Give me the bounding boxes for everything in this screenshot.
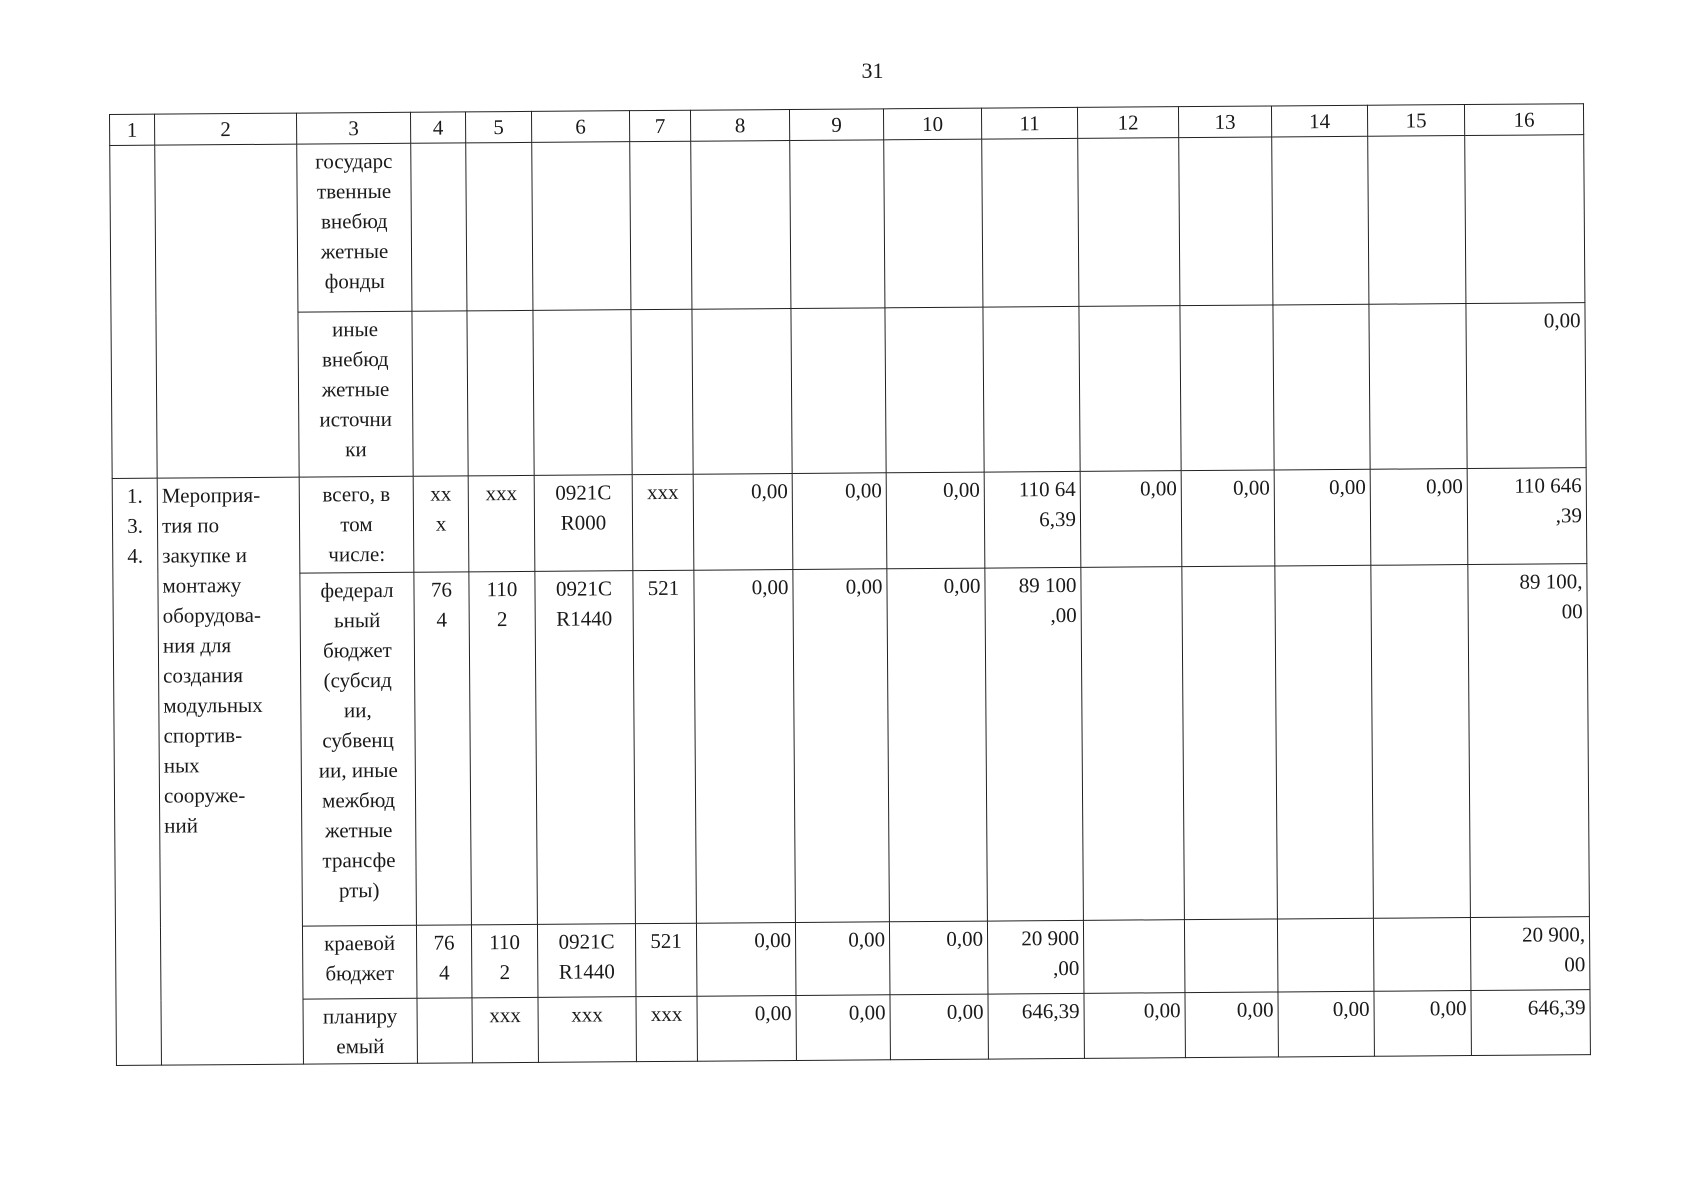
text-line: твенные [316,178,392,204]
empty-cell [466,142,533,310]
source-cell [302,925,417,999]
value-cell: 0,00 [889,921,988,995]
text-line: 110 64 [1018,476,1076,502]
code-cell [537,924,636,998]
empty-cell [691,141,791,310]
text-line: ,39 [1555,503,1583,528]
empty-cell [630,141,692,309]
value-cell: 0,00 [697,995,796,1061]
empty-cell [411,143,467,311]
value-cell: 0,00 [696,922,796,996]
code-cell [414,572,472,925]
code-cell [535,571,636,925]
value-cell: 0,00 [890,994,988,1060]
value-cell: 0,00 [796,995,890,1061]
code-cell [469,571,538,924]
text-line: 76 [430,577,453,602]
text-line: закупке и [162,543,248,568]
value-cell: 0,00 [1181,470,1275,567]
header-cell: 10 [883,108,981,140]
empty-cell [533,310,632,476]
text-line: 4 [438,960,450,985]
text-line: 76 [433,930,455,955]
value-cell: 0,00 [1084,993,1185,1059]
header-cell: 11 [981,107,1077,139]
empty-cell [983,306,1080,472]
value-cell: 0,00 [886,472,985,569]
text-line: сооруже- [163,783,246,808]
text-line: трансфе [322,847,396,873]
text-line: 6,39 [1039,506,1077,532]
value-cell [1467,468,1587,565]
text-line: создания [163,663,244,688]
empty-cell [1184,919,1278,993]
code-cell: ххх [632,474,694,570]
empty-cell [791,308,886,474]
text-line: источни [319,406,393,432]
empty-cell [1081,567,1185,921]
value-cell: 0,00 [694,569,796,923]
empty-cell [1182,566,1278,920]
table-row-regional [115,917,1589,1001]
text-line: емый [336,1034,385,1059]
text-line: ьный [334,608,381,633]
empty-cell [1272,136,1369,305]
text-line: 20 900 [1021,925,1080,951]
header-cell: 4 [410,112,465,143]
text-line: иные [332,317,379,342]
text-line: ,00 [1052,955,1080,981]
activity-name-cell [157,477,303,1065]
text-line: планиру [322,1003,398,1029]
text-line: монтажу [162,573,242,598]
empty-cell [1078,138,1180,307]
header-cell: 5 [465,111,531,142]
text-line: рты) [338,878,380,903]
text-line: бюджет [322,637,392,663]
text-line: межбюд [322,787,396,813]
text-line: (субсид [323,667,392,693]
value-cell [1468,564,1590,918]
text-line: 4 [436,607,448,632]
text-line: тия по [161,513,220,538]
code-cell: ххх [636,996,697,1061]
empty-cell [982,138,1079,307]
text-line: ии, [343,698,372,723]
text-line: 110 646 [1514,473,1582,498]
budget-table [109,103,1591,1066]
code-cell [534,475,633,572]
page-number: 31 [861,58,884,83]
text-line: федерал [320,577,394,603]
value-cell: 0,00 [1278,991,1374,1057]
code-cell [413,476,469,572]
text-line: 4. [127,543,144,568]
code-cell: ххх [472,997,538,1062]
header-cell: 14 [1271,105,1367,137]
header-cell: 7 [629,110,690,141]
text-line: ии, иные [318,757,398,783]
text-line: ных [163,753,200,778]
empty-cell [1373,918,1471,992]
text-line: жетные [321,376,390,402]
empty-cell [110,145,157,478]
text-line: жетные [320,238,389,264]
header-cell: 2 [155,113,297,145]
source-cell [303,998,417,1064]
empty-cell [1275,565,1374,919]
text-line: числе: [328,541,386,567]
header-cell: 3 [296,112,410,144]
table-row-planned [116,990,1590,1066]
text-line: 20 900, [1521,922,1586,947]
text-line: бюджет [325,960,395,986]
text-line: хх [430,481,452,506]
empty-cell [155,144,299,478]
value-cell: 0,00 [1374,991,1471,1057]
empty-cell [1465,135,1585,304]
text-line: государс [315,148,393,174]
text-line: ния для [162,633,232,658]
text-line: ,00 [1050,602,1077,628]
empty-cell [1083,920,1185,994]
text-line: субвенц [322,727,394,753]
table-row-other-sources [111,303,1586,479]
value-cell: 0,00 [1466,303,1586,469]
text-line: спортив- [163,723,243,748]
text-line: R1440 [556,606,613,631]
value-cell: 0,00 [1080,471,1182,568]
text-line: 110 [486,577,518,602]
text-line: 1. [126,483,143,508]
table-row-federal [113,564,1590,928]
text-line: фонды [324,268,385,294]
empty-cell [417,998,472,1063]
text-line: всего, в [322,481,391,507]
text-line: том [340,512,373,537]
source-cell [297,143,412,312]
header-cell: 9 [789,109,883,141]
value-cell: 0,00 [1185,992,1278,1058]
text-line: R1440 [558,959,615,984]
empty-cell [631,309,693,474]
empty-cell [467,310,534,475]
text-line: 0921С [555,480,612,505]
text-line: 2 [496,607,508,632]
code-cell [416,925,472,998]
value-cell: 0,00 [1370,469,1468,566]
empty-cell [884,139,983,308]
empty-cell [1368,136,1466,305]
value-cell [1470,917,1590,991]
table-row-state-funds [110,135,1585,314]
empty-cell [692,309,792,475]
empty-cell [1079,306,1181,472]
header-cell: 1 [110,114,155,145]
header-cell: 15 [1367,105,1464,137]
value-cell: 0,00 [887,568,988,922]
text-line: краевой [324,930,396,956]
text-line: 89 100 [1018,572,1077,598]
text-line: внебюд [320,208,388,234]
value-cell: 646,39 [988,993,1084,1059]
code-cell: ххх [468,475,535,571]
code-cell: 521 [635,923,697,996]
value-cell: 0,00 [793,569,890,923]
value-cell [987,920,1084,994]
value-cell: 0,00 [792,473,887,570]
text-line: х [435,511,447,536]
text-line: жетные [324,817,393,843]
source-cell [300,572,417,926]
text-line: 0921С [555,576,613,601]
text-line: оборудова- [162,602,261,628]
text-line: Мероприя- [161,482,261,508]
code-cell: ххх [538,997,636,1063]
empty-cell [790,140,885,309]
code-cell: 521 [633,570,697,923]
text-line: модульных [163,692,263,718]
header-cell: 8 [690,110,789,142]
header-cell: 13 [1178,106,1271,138]
source-cell [299,476,414,573]
header-cell: 6 [531,111,629,143]
text-line: 0921С [558,929,615,954]
text-line: 110 [489,930,521,955]
empty-cell [1180,305,1274,471]
empty-cell [885,307,984,473]
table-row-total [112,468,1587,575]
text-line: ний [164,813,199,838]
empty-cell [1369,304,1467,470]
text-line: 2 [499,960,511,985]
value-cell [984,471,1081,568]
value-cell [985,567,1084,921]
value-cell: 0,00 [693,474,793,571]
text-line: 3. [127,513,143,538]
value-cell: 0,00 [1274,469,1371,566]
text-line: 89 100, [1519,569,1583,594]
text-line: R000 [560,510,607,535]
text-line: внебюд [321,346,389,372]
text-line: 00 [1561,599,1583,624]
empty-cell [1179,137,1273,306]
empty-cell [412,311,468,476]
header-cell: 12 [1077,107,1178,139]
header-cell: 16 [1464,104,1583,136]
item-number-cell [112,478,161,1065]
empty-cell [1273,304,1370,470]
text-line: 00 [1564,952,1586,977]
code-cell [471,924,538,997]
empty-cell [1277,918,1374,992]
value-cell: 646,39 [1471,990,1590,1056]
text-line: ки [345,437,367,462]
empty-cell [1371,565,1471,919]
source-cell [298,311,413,477]
value-cell: 0,00 [795,922,890,996]
empty-cell [532,142,631,311]
